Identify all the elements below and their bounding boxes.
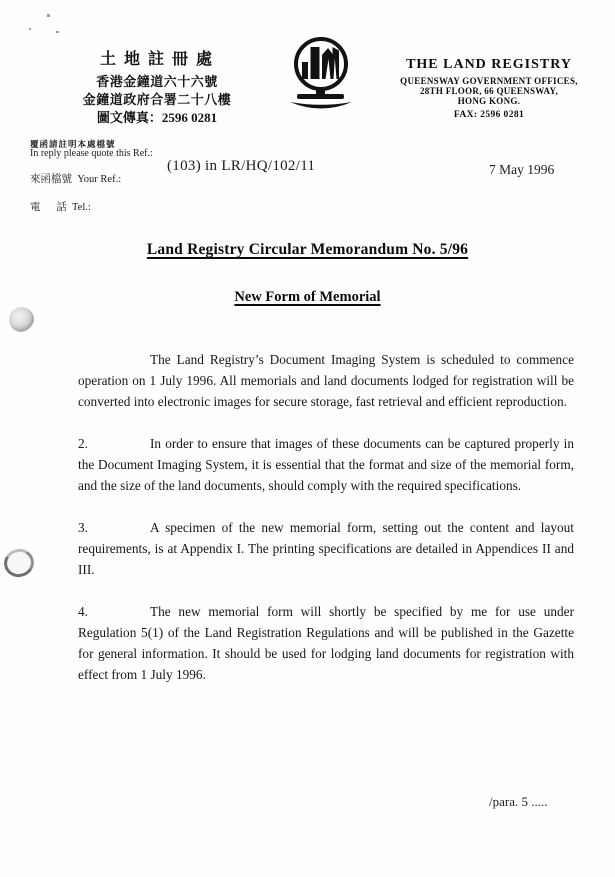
memo-body [78,349,574,706]
our-ref-value: (103) in LR/HQ/102/11 [167,158,316,174]
hole-punch-mark [9,307,34,332]
hole-punch-mark [1,546,37,580]
address-english-line3: HONG KONG. [457,95,521,106]
our-ref-label-chinese: 覆函請註明本處檔號 [30,139,116,149]
paragraph-number: 2. [78,436,88,451]
our-ref-label-english: In reply please quote this Ref.: [30,148,153,159]
continuation-note: /para. 5 ..... [489,794,548,809]
paragraph-text: In order to ensure that images of these documents can be captured properly in the Document Imaging System, it is essential that the format and size of the memorial form, and the size of the land documents, should comply with the required specifications. [78,436,574,493]
memo-date: 7 May 1996 [489,162,555,177]
office-name-english: THE LAND REGISTRY [406,57,572,72]
address-english-line1: QUEENSWAY GOVERNMENT OFFICES, [400,76,578,86]
memo-subtitle: New Form of Memorial [234,289,381,305]
paragraph-4 [78,601,574,685]
paragraph-1 [78,349,574,412]
scan-speck [56,31,59,33]
land-registry-logo-icon [289,36,353,116]
paragraph-text: The Land Registry’s Document Imaging System is scheduled to commence operation on 1 July 1996. All memorials and land documents lodged for registration will be converted into electronic images for secure storage, fast retrieval and efficient reproduction. [78,352,574,409]
address-english-line2: 28TH FLOOR, 66 QUEENSWAY, [419,85,559,96]
paragraph-3 [78,517,574,580]
address-chinese-line1: 香港金鐘道六十六號 [96,74,218,89]
paragraph-text: The new memorial form will shortly be specified by me for use under Regulation 5(1) of the Land Registration Regulations and will be published in the Gazette for general information. It should be used for lodging land documents for registration with effect from 1 July 1996. [78,604,574,682]
office-name-chinese: 土 地 註 冊 處 [99,51,214,68]
paragraph-number: 3. [78,520,88,535]
tel-label: 電 話 Tel.: [30,202,91,213]
paragraph-2 [78,433,574,496]
letterhead-english [375,57,603,120]
your-ref-label: 來函檔號 Your Ref.: [30,174,122,185]
paragraph-text: A specimen of the new memorial form, setting out the content and layout requirements, is at Appendix I. The printing specifications are detailed in Appendices II and III. [78,520,574,577]
scan-speck [47,14,50,17]
paragraph-number: 4. [78,604,88,619]
address-chinese-line2: 金鐘道政府合署二十八樓 [82,91,232,107]
scan-speck [29,28,31,30]
letterhead-chinese [52,46,262,127]
fax-english: FAX: 2596 0281 [453,110,525,121]
fax-chinese: 圖文傳真：2596 0281 [96,110,218,125]
memo-title: Land Registry Circular Memorandum No. 5/96 [146,241,469,258]
